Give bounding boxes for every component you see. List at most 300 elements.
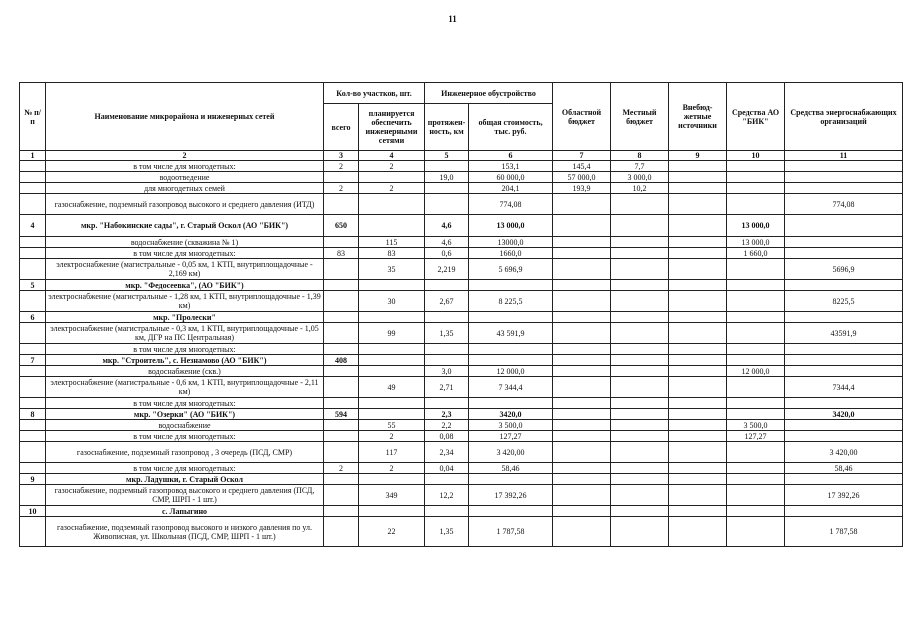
cell-length — [425, 183, 469, 194]
table-row — [20, 280, 903, 291]
column-number: 11 — [785, 151, 903, 161]
table-row — [20, 194, 903, 215]
header-utilities: Средства энергоснабжающих организаций — [785, 83, 903, 151]
cell-local — [611, 398, 669, 409]
column-number: 3 — [324, 151, 359, 161]
cell-cost: 1660,0 — [469, 248, 553, 259]
cell-no — [20, 463, 46, 474]
cell-planned: 2 — [359, 431, 425, 442]
header-infra-group: Инженерное обустройство — [425, 83, 553, 104]
cell-total — [324, 344, 359, 355]
cell-utilities: 3420,0 — [785, 409, 903, 420]
cell-no: 9 — [20, 474, 46, 485]
header-offbudget: Внебюд-жетные источники — [669, 83, 727, 151]
cell-offbudget — [669, 215, 727, 237]
cell-length — [425, 344, 469, 355]
cell-bik — [727, 172, 785, 183]
cell-local: 7,7 — [611, 161, 669, 172]
cell-regional — [553, 312, 611, 323]
cell-offbudget — [669, 161, 727, 172]
cell-length: 3,0 — [425, 366, 469, 377]
cell-regional — [553, 291, 611, 312]
cell-regional: 145,4 — [553, 161, 611, 172]
cell-name: газоснабжение, подземный газопровод высокого и среднего давления (ПСД, СМР, ШРП - 1 шт.) — [46, 485, 324, 506]
column-number: 2 — [46, 151, 324, 161]
table-row — [20, 474, 903, 485]
cell-no — [20, 172, 46, 183]
cell-name: электроснабжение (магистральные - 0,6 км, 1 КТП, внутриплощадочные - 2,11 км) — [46, 377, 324, 398]
cell-planned — [359, 474, 425, 485]
cell-name: мкр. "Строитель", с. Незнамово (АО "БИК") — [46, 355, 324, 366]
cell-bik — [727, 344, 785, 355]
page-number: 11 — [448, 14, 457, 24]
cell-regional — [553, 248, 611, 259]
cell-utilities: 774,08 — [785, 194, 903, 215]
cell-regional — [553, 344, 611, 355]
cell-cost: 3420,0 — [469, 409, 553, 420]
cell-name: мкр. "Озерки" (АО "БИК") — [46, 409, 324, 420]
cell-regional — [553, 463, 611, 474]
cell-bik — [727, 259, 785, 280]
cell-total — [324, 377, 359, 398]
cell-no — [20, 183, 46, 194]
cell-total — [324, 366, 359, 377]
cell-bik: 3 500,0 — [727, 420, 785, 431]
table-row — [20, 172, 903, 183]
cell-local — [611, 344, 669, 355]
cell-regional: 193,9 — [553, 183, 611, 194]
column-number: 1 — [20, 151, 46, 161]
table-row — [20, 344, 903, 355]
cell-name: электроснабжение (магистральные - 0,05 км, 1 КТП, внутриплощадочные - 2,169 км) — [46, 259, 324, 280]
header-bik: Средства АО "БИК" — [727, 83, 785, 151]
cell-total — [324, 398, 359, 409]
cell-bik — [727, 161, 785, 172]
cell-planned — [359, 215, 425, 237]
cell-no: 10 — [20, 506, 46, 517]
cell-offbudget — [669, 409, 727, 420]
cell-length — [425, 355, 469, 366]
column-number: 6 — [469, 151, 553, 161]
cell-local — [611, 366, 669, 377]
cell-no — [20, 194, 46, 215]
cell-offbudget — [669, 517, 727, 547]
cell-offbudget — [669, 506, 727, 517]
table-row — [20, 237, 903, 248]
cell-cost: 17 392,26 — [469, 485, 553, 506]
header-total: всего — [324, 104, 359, 151]
cell-bik — [727, 291, 785, 312]
cell-name: электроснабжение (магистральные - 0,3 км, 1 КТП, внутриплощадочные - 1,05 км, ДГР на ПС Центральная) — [46, 323, 324, 344]
cell-planned — [359, 344, 425, 355]
cell-no — [20, 237, 46, 248]
cell-planned — [359, 506, 425, 517]
cell-planned: 2 — [359, 463, 425, 474]
cell-cost: 58,46 — [469, 463, 553, 474]
cell-length — [425, 194, 469, 215]
cell-total — [324, 506, 359, 517]
header-name: Наименование микрорайона и инженерных сетей — [46, 83, 324, 151]
header-length: протяжен-ность, км — [425, 104, 469, 151]
table-row — [20, 248, 903, 259]
table-row — [20, 183, 903, 194]
cell-length: 2,71 — [425, 377, 469, 398]
cell-offbudget — [669, 398, 727, 409]
cell-utilities — [785, 172, 903, 183]
cell-utilities — [785, 215, 903, 237]
cell-regional — [553, 259, 611, 280]
table-row — [20, 463, 903, 474]
cell-total — [324, 280, 359, 291]
header-cost: общая стоимость, тыс. руб. — [469, 104, 553, 151]
cell-offbudget — [669, 355, 727, 366]
column-number: 10 — [727, 151, 785, 161]
cell-utilities: 5696,9 — [785, 259, 903, 280]
table-row — [20, 506, 903, 517]
cell-local: 10,2 — [611, 183, 669, 194]
cell-planned — [359, 280, 425, 291]
cell-utilities — [785, 344, 903, 355]
cell-regional — [553, 237, 611, 248]
cell-local — [611, 355, 669, 366]
cell-name: мкр. "Набокинские сады", г. Старый Оскол (АО "БИК") — [46, 215, 324, 237]
cell-local — [611, 409, 669, 420]
cell-total — [324, 312, 359, 323]
cell-total — [324, 237, 359, 248]
cell-total — [324, 431, 359, 442]
cell-regional — [553, 355, 611, 366]
cell-regional — [553, 323, 611, 344]
cell-planned: 115 — [359, 237, 425, 248]
cell-bik — [727, 323, 785, 344]
cell-bik — [727, 194, 785, 215]
cell-regional — [553, 194, 611, 215]
cell-regional — [553, 506, 611, 517]
header-plots-group: Кол-во участков, шт. — [324, 83, 425, 104]
cell-offbudget — [669, 194, 727, 215]
header-regional: Областной бюджет — [553, 83, 611, 151]
cell-utilities: 58,46 — [785, 463, 903, 474]
cell-length: 4,6 — [425, 237, 469, 248]
cell-regional — [553, 280, 611, 291]
cell-regional: 57 000,0 — [553, 172, 611, 183]
cell-cost: 13000,0 — [469, 237, 553, 248]
cell-offbudget — [669, 291, 727, 312]
cell-planned: 99 — [359, 323, 425, 344]
cell-bik — [727, 517, 785, 547]
cell-regional — [553, 409, 611, 420]
cell-total — [324, 517, 359, 547]
cell-cost: 1 787,58 — [469, 517, 553, 547]
cell-no — [20, 291, 46, 312]
cell-local — [611, 237, 669, 248]
cell-no: 7 — [20, 355, 46, 366]
cell-local: 3 000,0 — [611, 172, 669, 183]
cell-total: 83 — [324, 248, 359, 259]
cell-planned — [359, 398, 425, 409]
cell-local — [611, 280, 669, 291]
table-row — [20, 215, 903, 237]
cell-utilities: 43591,9 — [785, 323, 903, 344]
cell-no — [20, 323, 46, 344]
cell-offbudget — [669, 280, 727, 291]
cell-bik — [727, 355, 785, 366]
cell-name: в том числе для многодетных: — [46, 431, 324, 442]
cell-cost — [469, 344, 553, 355]
cell-regional — [553, 366, 611, 377]
cell-planned: 117 — [359, 442, 425, 463]
cell-bik — [727, 485, 785, 506]
cell-local — [611, 323, 669, 344]
cell-length: 4,6 — [425, 215, 469, 237]
cell-length: 0,6 — [425, 248, 469, 259]
cell-local — [611, 215, 669, 237]
cell-name: водоснабжение — [46, 420, 324, 431]
cell-no — [20, 248, 46, 259]
cell-length: 1,35 — [425, 323, 469, 344]
cell-length: 2,219 — [425, 259, 469, 280]
cell-no: 4 — [20, 215, 46, 237]
cell-regional — [553, 442, 611, 463]
cell-name: в том числе для многодетных: — [46, 344, 324, 355]
cell-bik — [727, 312, 785, 323]
cell-bik — [727, 474, 785, 485]
cell-cost — [469, 312, 553, 323]
cell-no — [20, 442, 46, 463]
cell-offbudget — [669, 442, 727, 463]
cell-local — [611, 259, 669, 280]
cell-planned — [359, 409, 425, 420]
cell-bik: 12 000,0 — [727, 366, 785, 377]
cell-utilities — [785, 183, 903, 194]
cell-bik — [727, 398, 785, 409]
cell-cost — [469, 506, 553, 517]
cell-local — [611, 194, 669, 215]
cell-total: 650 — [324, 215, 359, 237]
cell-cost: 7 344,4 — [469, 377, 553, 398]
cell-no: 5 — [20, 280, 46, 291]
cell-planned: 35 — [359, 259, 425, 280]
column-number: 8 — [611, 151, 669, 161]
cell-length — [425, 474, 469, 485]
cell-utilities — [785, 312, 903, 323]
cell-regional — [553, 398, 611, 409]
cell-length: 2,34 — [425, 442, 469, 463]
cell-cost: 127,27 — [469, 431, 553, 442]
header-planned: планируется обеспечить инженерными сетями — [359, 104, 425, 151]
cell-length: 0,08 — [425, 431, 469, 442]
cell-utilities — [785, 280, 903, 291]
cell-planned — [359, 355, 425, 366]
table-row — [20, 377, 903, 398]
cell-planned: 30 — [359, 291, 425, 312]
cell-cost: 3 500,0 — [469, 420, 553, 431]
cell-length: 19,0 — [425, 172, 469, 183]
cell-offbudget — [669, 377, 727, 398]
column-number: 7 — [553, 151, 611, 161]
cell-offbudget — [669, 312, 727, 323]
cell-name: в том числе для многодетных: — [46, 398, 324, 409]
cell-regional — [553, 485, 611, 506]
cell-total — [324, 291, 359, 312]
cell-local — [611, 485, 669, 506]
cell-name: мкр. Ладушки, г. Старый Оскол — [46, 474, 324, 485]
table-row — [20, 161, 903, 172]
table-row — [20, 312, 903, 323]
cell-cost: 12 000,0 — [469, 366, 553, 377]
cell-offbudget — [669, 474, 727, 485]
table-row — [20, 442, 903, 463]
cell-name: газоснабжение, подземный газопровод , 3 очередь (ПСД, СМР) — [46, 442, 324, 463]
table-row — [20, 323, 903, 344]
cell-total: 2 — [324, 161, 359, 172]
table-row — [20, 409, 903, 420]
cell-regional — [553, 517, 611, 547]
infrastructure-table — [19, 82, 903, 547]
cell-local — [611, 291, 669, 312]
cell-name: водоснабжение (скважина № 1) — [46, 237, 324, 248]
cell-offbudget — [669, 344, 727, 355]
cell-planned: 55 — [359, 420, 425, 431]
cell-total — [324, 474, 359, 485]
cell-length: 12,2 — [425, 485, 469, 506]
cell-planned — [359, 312, 425, 323]
cell-name: мкр. "Пролески" — [46, 312, 324, 323]
cell-utilities — [785, 398, 903, 409]
cell-offbudget — [669, 323, 727, 344]
cell-no: 6 — [20, 312, 46, 323]
cell-total — [324, 420, 359, 431]
cell-total — [324, 172, 359, 183]
cell-regional — [553, 215, 611, 237]
cell-offbudget — [669, 366, 727, 377]
cell-utilities — [785, 474, 903, 485]
column-number: 5 — [425, 151, 469, 161]
cell-length — [425, 506, 469, 517]
cell-cost: 43 591,9 — [469, 323, 553, 344]
cell-utilities — [785, 355, 903, 366]
cell-regional — [553, 474, 611, 485]
cell-no — [20, 366, 46, 377]
cell-utilities: 7344,4 — [785, 377, 903, 398]
cell-utilities — [785, 161, 903, 172]
cell-no — [20, 398, 46, 409]
cell-offbudget — [669, 172, 727, 183]
cell-cost — [469, 355, 553, 366]
table-row — [20, 355, 903, 366]
cell-bik — [727, 377, 785, 398]
table-body — [20, 161, 903, 547]
cell-no — [20, 161, 46, 172]
cell-length: 2,67 — [425, 291, 469, 312]
cell-cost: 5 696,9 — [469, 259, 553, 280]
cell-local — [611, 442, 669, 463]
cell-local — [611, 248, 669, 259]
cell-bik: 127,27 — [727, 431, 785, 442]
cell-planned — [359, 194, 425, 215]
table-row — [20, 420, 903, 431]
cell-regional — [553, 431, 611, 442]
cell-name: электроснабжение (магистральные - 1,28 км, 1 КТП, внутриплощадочные - 1,39 км) — [46, 291, 324, 312]
cell-local — [611, 377, 669, 398]
cell-name: мкр. "Федосеевка", (АО "БИК") — [46, 280, 324, 291]
cell-local — [611, 474, 669, 485]
cell-no — [20, 431, 46, 442]
cell-total: 2 — [324, 183, 359, 194]
cell-offbudget — [669, 463, 727, 474]
cell-name: водоснабжение (скв.) — [46, 366, 324, 377]
cell-total: 2 — [324, 463, 359, 474]
cell-bik — [727, 183, 785, 194]
cell-total — [324, 323, 359, 344]
cell-cost: 774,08 — [469, 194, 553, 215]
cell-planned: 22 — [359, 517, 425, 547]
cell-planned: 83 — [359, 248, 425, 259]
cell-local — [611, 506, 669, 517]
cell-bik: 13 000,0 — [727, 215, 785, 237]
cell-local — [611, 517, 669, 547]
cell-utilities — [785, 237, 903, 248]
cell-planned — [359, 366, 425, 377]
cell-total — [324, 259, 359, 280]
cell-cost: 60 000,0 — [469, 172, 553, 183]
cell-bik: 13 000,0 — [727, 237, 785, 248]
table-row — [20, 259, 903, 280]
cell-planned: 2 — [359, 183, 425, 194]
cell-name: для многодетных семей — [46, 183, 324, 194]
cell-name: водоотведение — [46, 172, 324, 183]
cell-offbudget — [669, 183, 727, 194]
cell-no — [20, 377, 46, 398]
cell-utilities: 17 392,26 — [785, 485, 903, 506]
cell-total — [324, 442, 359, 463]
cell-cost: 153,1 — [469, 161, 553, 172]
header-local: Местный бюджет — [611, 83, 669, 151]
cell-utilities: 8225,5 — [785, 291, 903, 312]
cell-planned: 349 — [359, 485, 425, 506]
cell-length — [425, 280, 469, 291]
cell-utilities — [785, 248, 903, 259]
cell-cost — [469, 474, 553, 485]
cell-utilities: 3 420,00 — [785, 442, 903, 463]
cell-utilities — [785, 420, 903, 431]
table-row — [20, 366, 903, 377]
cell-name: в том числе для многодетных: — [46, 463, 324, 474]
table-row — [20, 398, 903, 409]
cell-length: 0,04 — [425, 463, 469, 474]
cell-length: 1,35 — [425, 517, 469, 547]
cell-bik — [727, 280, 785, 291]
cell-local — [611, 420, 669, 431]
table-row — [20, 485, 903, 506]
cell-local — [611, 463, 669, 474]
cell-length: 2,2 — [425, 420, 469, 431]
cell-local — [611, 431, 669, 442]
cell-cost: 3 420,00 — [469, 442, 553, 463]
cell-planned: 2 — [359, 161, 425, 172]
cell-cost: 13 000,0 — [469, 215, 553, 237]
cell-offbudget — [669, 259, 727, 280]
cell-total: 594 — [324, 409, 359, 420]
cell-utilities — [785, 506, 903, 517]
cell-utilities — [785, 431, 903, 442]
cell-total — [324, 194, 359, 215]
table-row — [20, 431, 903, 442]
cell-name: в том числе для многодетных: — [46, 161, 324, 172]
cell-planned — [359, 172, 425, 183]
cell-length: 2,3 — [425, 409, 469, 420]
cell-length — [425, 398, 469, 409]
